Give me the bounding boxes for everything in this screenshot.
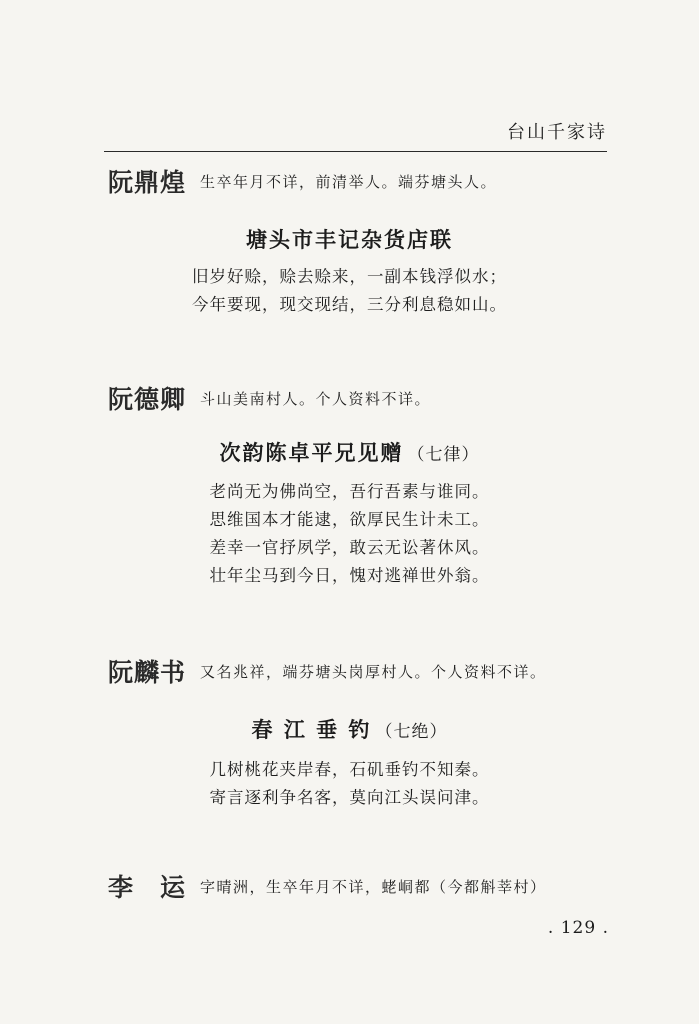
author-name: 李 运 — [108, 873, 187, 902]
poem-line: 几树桃花夹岸春，石矶垂钓不知秦。 — [209, 760, 490, 779]
page-number: . 129 . — [547, 918, 609, 938]
author-entry-3 — [108, 653, 619, 689]
poem-body — [0, 756, 699, 812]
running-header-title: 台山千家诗 — [507, 122, 607, 143]
poem-title — [0, 224, 699, 254]
header-rule — [104, 151, 607, 152]
author-name: 阮德卿 — [108, 385, 187, 414]
poem-form: （七绝） — [375, 722, 448, 742]
poem-body — [0, 263, 699, 319]
author-bio: 又名兆祥，端芬塘头岗厚村人。个人资料不详。 — [200, 662, 547, 681]
poem-body — [0, 478, 699, 590]
author-name: 阮麟书 — [108, 658, 187, 687]
poem-line: 老尚无为佛尚空，吾行吾素与谁同。 — [209, 482, 490, 501]
poem-line: 今年要现，现交现结，三分利息稳如山。 — [192, 295, 507, 314]
poem-title — [0, 437, 699, 467]
author-entry-4 — [108, 868, 619, 904]
author-name: 阮鼎煌 — [108, 168, 187, 197]
author-entry-2 — [108, 380, 619, 416]
poem-form: （七律） — [407, 445, 480, 465]
poem-line: 思维国本才能逮，欲厚民生计未工。 — [209, 510, 490, 529]
author-bio: 生卒年月不详，前清举人。端芬塘头人。 — [200, 172, 498, 191]
poem-title-text: 塘头市丰记杂货店联 — [246, 228, 453, 252]
author-bio: 斗山美南村人。个人资料不详。 — [200, 389, 432, 408]
poem-line: 差幸一官抒夙学，敢云无讼著休风。 — [209, 538, 490, 557]
author-bio: 字晴洲，生卒年月不详，蛯峒都（今都斛莘村） — [200, 877, 547, 896]
poem-line: 旧岁好赊，赊去赊来，一副本钱浮似水； — [192, 267, 507, 286]
poem-title — [0, 714, 699, 744]
poem-line: 寄言逐利争名客，莫向江头误问津。 — [209, 788, 490, 807]
author-entry-1 — [108, 163, 619, 199]
poem-line: 壮年尘马到今日，愧对逃禅世外翁。 — [209, 566, 490, 585]
poem-title-text: 次韵陈卓平兄见赠 — [219, 441, 404, 465]
poem-title-text: 春 江 垂 钓 — [251, 718, 372, 742]
